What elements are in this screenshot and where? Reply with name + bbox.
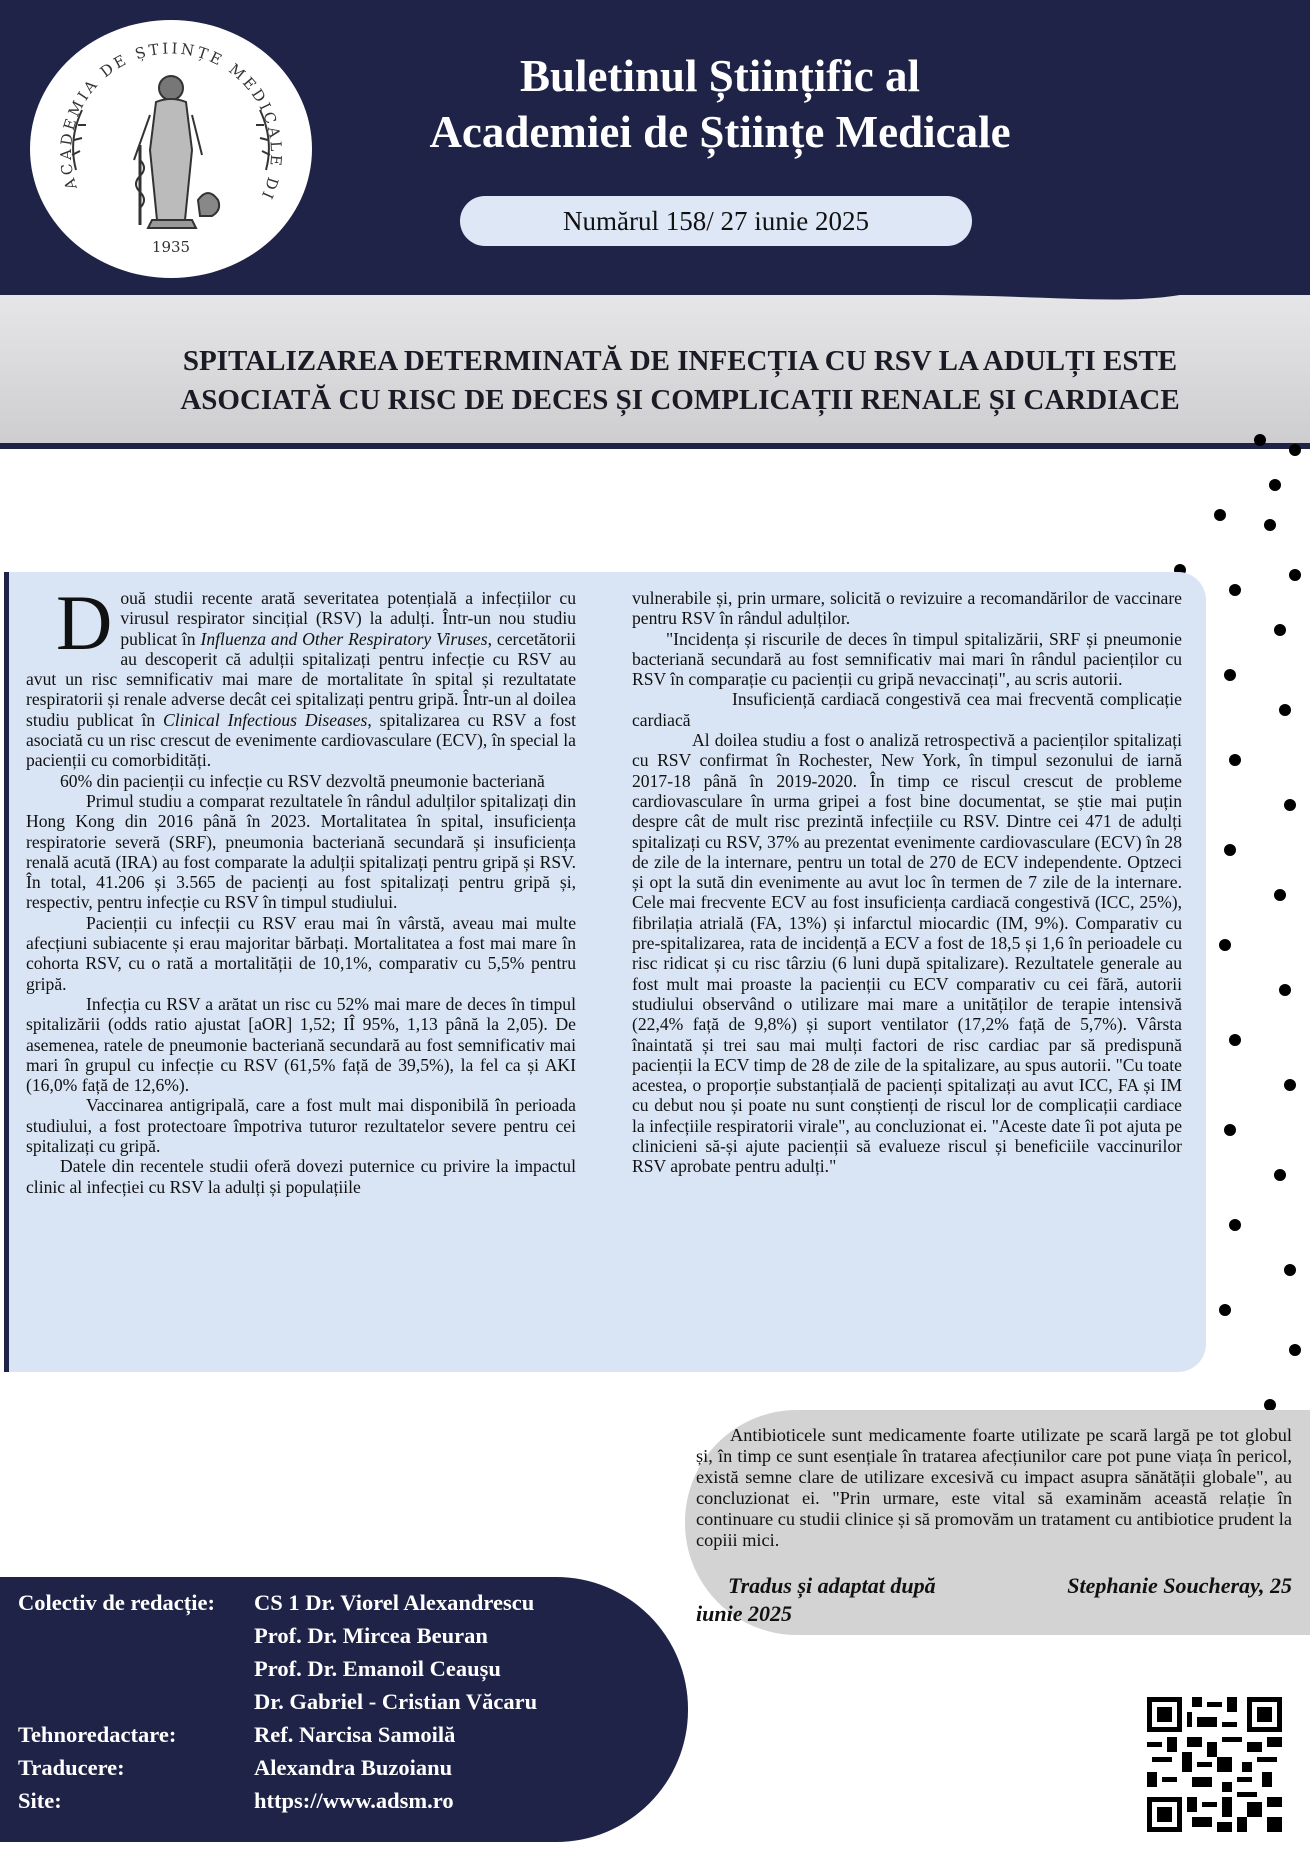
paragraph-quote-incidence: "Incidența și riscurile de deces în timpul spitalizării, SRF și pneumonie bacteriană secundară au fost semnificativ mai mari în rândul pacienților cu RSV în comparație cu pacienții cu gripă nevaccinați", au scris autorii. (632, 628, 1182, 690)
svg-text:1935: 1935 (151, 238, 191, 256)
traducere-name: Alexandra Buzoianu (254, 1755, 453, 1780)
paragraph-vaccination: Vaccinarea antigripală, care a fost mult mai disponibilă în perioada studiului, a fost protectoare împotriva tuturor rezultatelor severe pentru cei spitalizați cu gripă. (26, 1095, 576, 1157)
title-band-divider (0, 443, 1310, 449)
editorial-member: Prof. Dr. Emanoil Ceaușu (254, 1656, 501, 1681)
editorial-label: Colectiv de redacție: (18, 1590, 216, 1615)
asclepius-statue-seal-icon (30, 20, 312, 278)
bulletin-title-line2: Academiei de Științe Medicale (429, 107, 1011, 157)
site-label: Site: (18, 1788, 62, 1813)
journal-name-1: Influenza and Other Respiratory Viruses (200, 628, 488, 649)
paragraph-risk: Infecția cu RSV a arătat un risc cu 52% mai mare de deces în timpul spitalizării (odds ratio ajustat [aOR] 1,52; IÎ 95%, 1,13 până la 2,05). De asemenea, ratele de pneumonie bacteriană secundară au fost semnificativ mai mari în grupul cu infecție cu RSV (61,5% față de 39,5%), la fel ca și AKI (16,0% față de 12,6%). (26, 993, 576, 1096)
article-intro-paragraph (26, 579, 577, 771)
bulletin-title-line1: Buletinul Științific al (519, 51, 921, 101)
editorial-member: Dr. Gabriel - Cristian Văcaru (254, 1689, 538, 1714)
bulletin-title (340, 48, 1100, 160)
article-title-line2: ASOCIATĂ CU RISC DE DECES ȘI COMPLICAȚII RENALE ȘI CARDIACE (180, 384, 1180, 416)
intro-text-b: , cercetătorii au descoperit că adulții spitalizați pentru infecție cu RSV au avut un risc semnificativ mai mare de mortalitate în spital și rezultatate respiratorii și renale adverse decât cei spitalizați pentru gripă. Într-un al doilea studiu publicat în (26, 628, 577, 730)
svg-text:ACADEMIA DE ȘTIINȚE MEDICALE D: ACADEMIA DE ȘTIINȚE MEDICALE DI (56, 39, 286, 205)
paragraph-patients: Pacienții cu infecții cu RSV erau mai în vârstă, aveau mai multe afecțiuni subiacente și erau majoritar bărbați. Mortalitatea a fost mai mare în cohorta RSV, cu o rată a mortalității de 10,1%, comparativ cu 5,5% pentru gripă. (26, 912, 576, 994)
issue-badge: Numărul 158/ 27 iunie 2025 (460, 196, 972, 246)
intro-text-a: ouă studii recente arată severitatea potențială a infecțiilor cu virusul respirator sincițial (RSV) la adulți. Într-un nou studiu publicat în (120, 588, 576, 649)
side-note-text (696, 1425, 1292, 1551)
academy-logo (30, 20, 312, 278)
journal-name-2: Clinical Infectious Diseases (163, 709, 368, 730)
editorial-member: CS 1 Dr. Viorel Alexandrescu (254, 1590, 535, 1615)
byline-author: Stephanie Soucheray, 25 (1067, 1573, 1292, 1598)
paragraph-first-study: Primul studiu a comparat rezultatele în rândul adulților spitalizați din Hong Kong din 2016 până în 2023. Mortalitatea în spital, insuficiența respiratorie severă (SRF), pneumonia bacteriană secundară și insuficiența renală acută (IRA) au fost comparate la adulții spitalizați pentru gripă și RSV. În total, 41.206 și 3.565 de pacienți au fost spitalizați pentru gripă și, respectiv, pentru infecție cu RSV în timpul studiului. (26, 790, 576, 913)
article-column-left (26, 579, 577, 1197)
tehnoredactare-name: Ref. Narcisa Samoilă (254, 1722, 456, 1747)
drop-cap: D (56, 579, 113, 666)
side-note-paragraph: Antibioticele sunt medicamente foarte utilizate pe scară largă pe tot globul și, în timp ce sunt esențiale în tratarea afecțiunilor care pot pune viața în pericol, există semne clare de utilizare excesivă cu impact asupra sănătății globale", au concluzionat ei. "Prin urmare, este vital să examinăm această relație în continuare cu studii clinice și să promovăm un tratament cu antibiotice prudent la copiii mici. (696, 1425, 1292, 1550)
byline-translated: Tradus și adaptat după (728, 1573, 936, 1598)
paragraph-vulnerable: vulnerabile și, prin urmare, solicită o revizuire a recomandărilor de vaccinare pentru RSV în rândul adulților. (632, 588, 1182, 629)
editorial-member: Prof. Dr. Mircea Beuran (254, 1623, 488, 1648)
tehnoredactare-label: Tehnoredactare: (18, 1722, 177, 1747)
qr-code-icon[interactable] (1147, 1697, 1282, 1832)
site-link[interactable]: https://www.adsm.ro (254, 1788, 454, 1813)
subheading-pneumonia: 60% din pacienții cu infecție cu RSV dezvoltă pneumonie bacteriană (60, 770, 545, 791)
traducere-label: Traducere: (18, 1755, 125, 1780)
article-title-line1: SPITALIZAREA DETERMINATĂ DE INFECȚIA CU RSV LA ADULȚI ESTE (182, 345, 1178, 377)
byline (696, 1572, 1292, 1628)
paragraph-second-study: Al doilea studiu a fost o analiză retrospectivă a pacienților spitalizați cu RSV confirmat în Rochester, New York, în timpul sezonului de iarnă 2017-18 până în 2019-2020. În timp ce riscul crescut de probleme cardiovasculare în urma gripei a fost bine documentat, se știe mai puțin despre cât de mult risc prezintă infecțiile cu RSV. Dintre cei 471 de adulți spitalizați cu RSV, 37% au prezentat evenimente cardiovasculare (ECV) în 28 de zile de la internare, pentru un total de 270 de ECV independente. Optzeci și opt la sută din evenimente au avut loc în termen de 7 zile de la internare. Cele mai frecvente ECV au fost insuficiența cardiacă congestivă (ICC, 25%), fibrilația atrială (FA, 13%) și infarctul miocardic (IM, 9%). Comparativ cu pre-spitalizarea, rata de incidență a ECV a fost de 18,5 și 1,6 în perioadele cu risc ridicat și cu risc târziu (6 luni după spitalizare). Rezultatele generale au fost mult mai proaste la pacienții cu ECV comparativ cu cei fără, autorii studiului observând o utilizare mai mare a unităților de terapie intensivă (22,4% față de 9,8%) și suport ventilator (17,2% față de 5,7%). Vârsta înaintată și trei sau mai mulți factori de risc cardiac par să predispună pacienții la ECV timp de 28 de zile de la spitalizare, au spus autorii. "Cu toate acestea, o proporție substanțială de pacienți spitalizați au avut ICC, FA și IM cu debut nou și poate nu sunt conștienți de riscul lor de complicații cardiace la infecțiile respiratorii virale", au concluzionat ei. "Aceste date îi pot ajuta pe clinicieni să-și ajute pacienții să evalueze riscul și beneficiile vaccinurilor RSV aprobate pentru adulți." (632, 730, 1182, 1177)
subheading-heart-failure: Insuficiență cardiacă congestivă cea mai frecventă complicație cardiacă (632, 689, 1182, 730)
article-column-right (632, 588, 1182, 1177)
paragraph-data: Datele din recentele studii oferă dovezi puternice cu privire la impactul clinic al infecției cu RSV la adulți și populațiile (26, 1156, 576, 1197)
intro-text-c: , spitalizarea cu RSV a fost asociată cu un risc crescut de evenimente cardiovasculare (ECV), în special la pacienții cu comorbidități. (26, 709, 576, 771)
article-title (110, 342, 1250, 420)
byline-date: iunie 2025 (696, 1601, 792, 1626)
